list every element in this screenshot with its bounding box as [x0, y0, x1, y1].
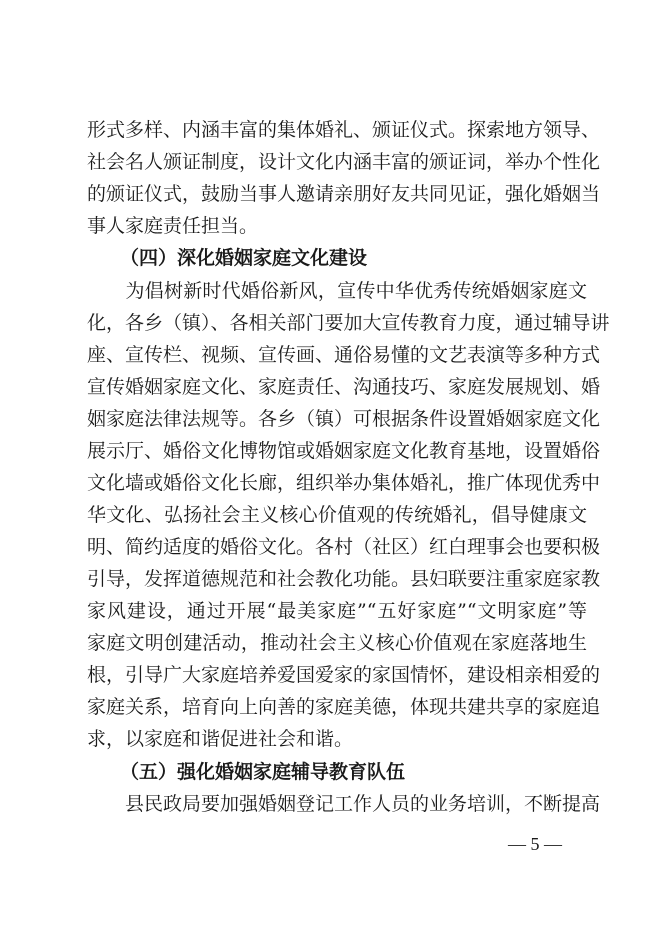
body-text-line: 为倡树新时代婚俗新风，宣传中华优秀传统婚姻家庭文 — [87, 280, 587, 302]
body-text-line: 姻家庭法律法规等。各乡（镇）可根据条件设置婚姻家庭文化 — [87, 408, 601, 430]
body-text-line: 明、简约适度的婚俗文化。各村（社区）红白理事会也要积极 — [87, 536, 601, 558]
body-text-line: 社会名人颁证制度，设计文化内涵丰富的颁证词，举办个性化 — [87, 151, 601, 173]
body-text-line: 事人家庭责任担当。 — [87, 215, 259, 237]
section-heading-5: （五）强化婚姻家庭辅导教育队伍 — [120, 761, 406, 783]
body-text-line: 求，以家庭和谐促进社会和谐。 — [87, 728, 354, 750]
body-text-line: 展示厅、婚俗文化博物馆或婚姻家庭文化教育基地，设置婚俗 — [87, 440, 601, 462]
body-text-line: 化，各乡（镇）、各相关部门要加大宣传教育力度，通过辅导讲 — [87, 312, 610, 334]
body-text-line: 形式多样、内涵丰富的集体婚礼、颁证仪式。探索地方领导、 — [87, 119, 601, 141]
body-text-line: 宣传婚姻家庭文化、家庭责任、沟通技巧、家庭发展规划、婚 — [87, 376, 601, 398]
body-text-line: 家风建设，通过开展“最美家庭”“五好家庭”“文明家庭”等 — [87, 600, 587, 622]
section-heading-4: （四）深化婚姻家庭文化建设 — [120, 247, 368, 269]
body-text-line: 家庭文明创建活动，推动社会主义核心价值观在家庭落地生 — [87, 632, 587, 654]
page-number: — 5 — — [508, 834, 562, 854]
body-text-line: 座、宣传栏、视频、宣传画、通俗易懂的文艺表演等多种方式 — [87, 344, 601, 366]
body-text-line: 引导，发挥道德规范和社会教化功能。县妇联要注重家庭家教 — [87, 568, 601, 590]
body-text-line: 根，引导广大家庭培养爱国爱家的家国情怀，建设相亲相爱的 — [87, 664, 601, 686]
body-text-line: 的颁证仪式，鼓励当事人邀请亲朋好友共同见证，强化婚姻当 — [87, 183, 601, 205]
body-text-line: 县民政局要加强婚姻登记工作人员的业务培训，不断提高 — [87, 793, 601, 815]
body-text-line: 家庭关系，培育向上向善的家庭美德，体现共建共享的家庭追 — [87, 696, 601, 718]
body-text-line: 华文化、弘扬社会主义核心价值观的传统婚礼，倡导健康文 — [87, 504, 587, 526]
body-text-line: 文化墙或婚俗文化长廊，组织举办集体婚礼，推广体现优秀中 — [87, 472, 601, 494]
